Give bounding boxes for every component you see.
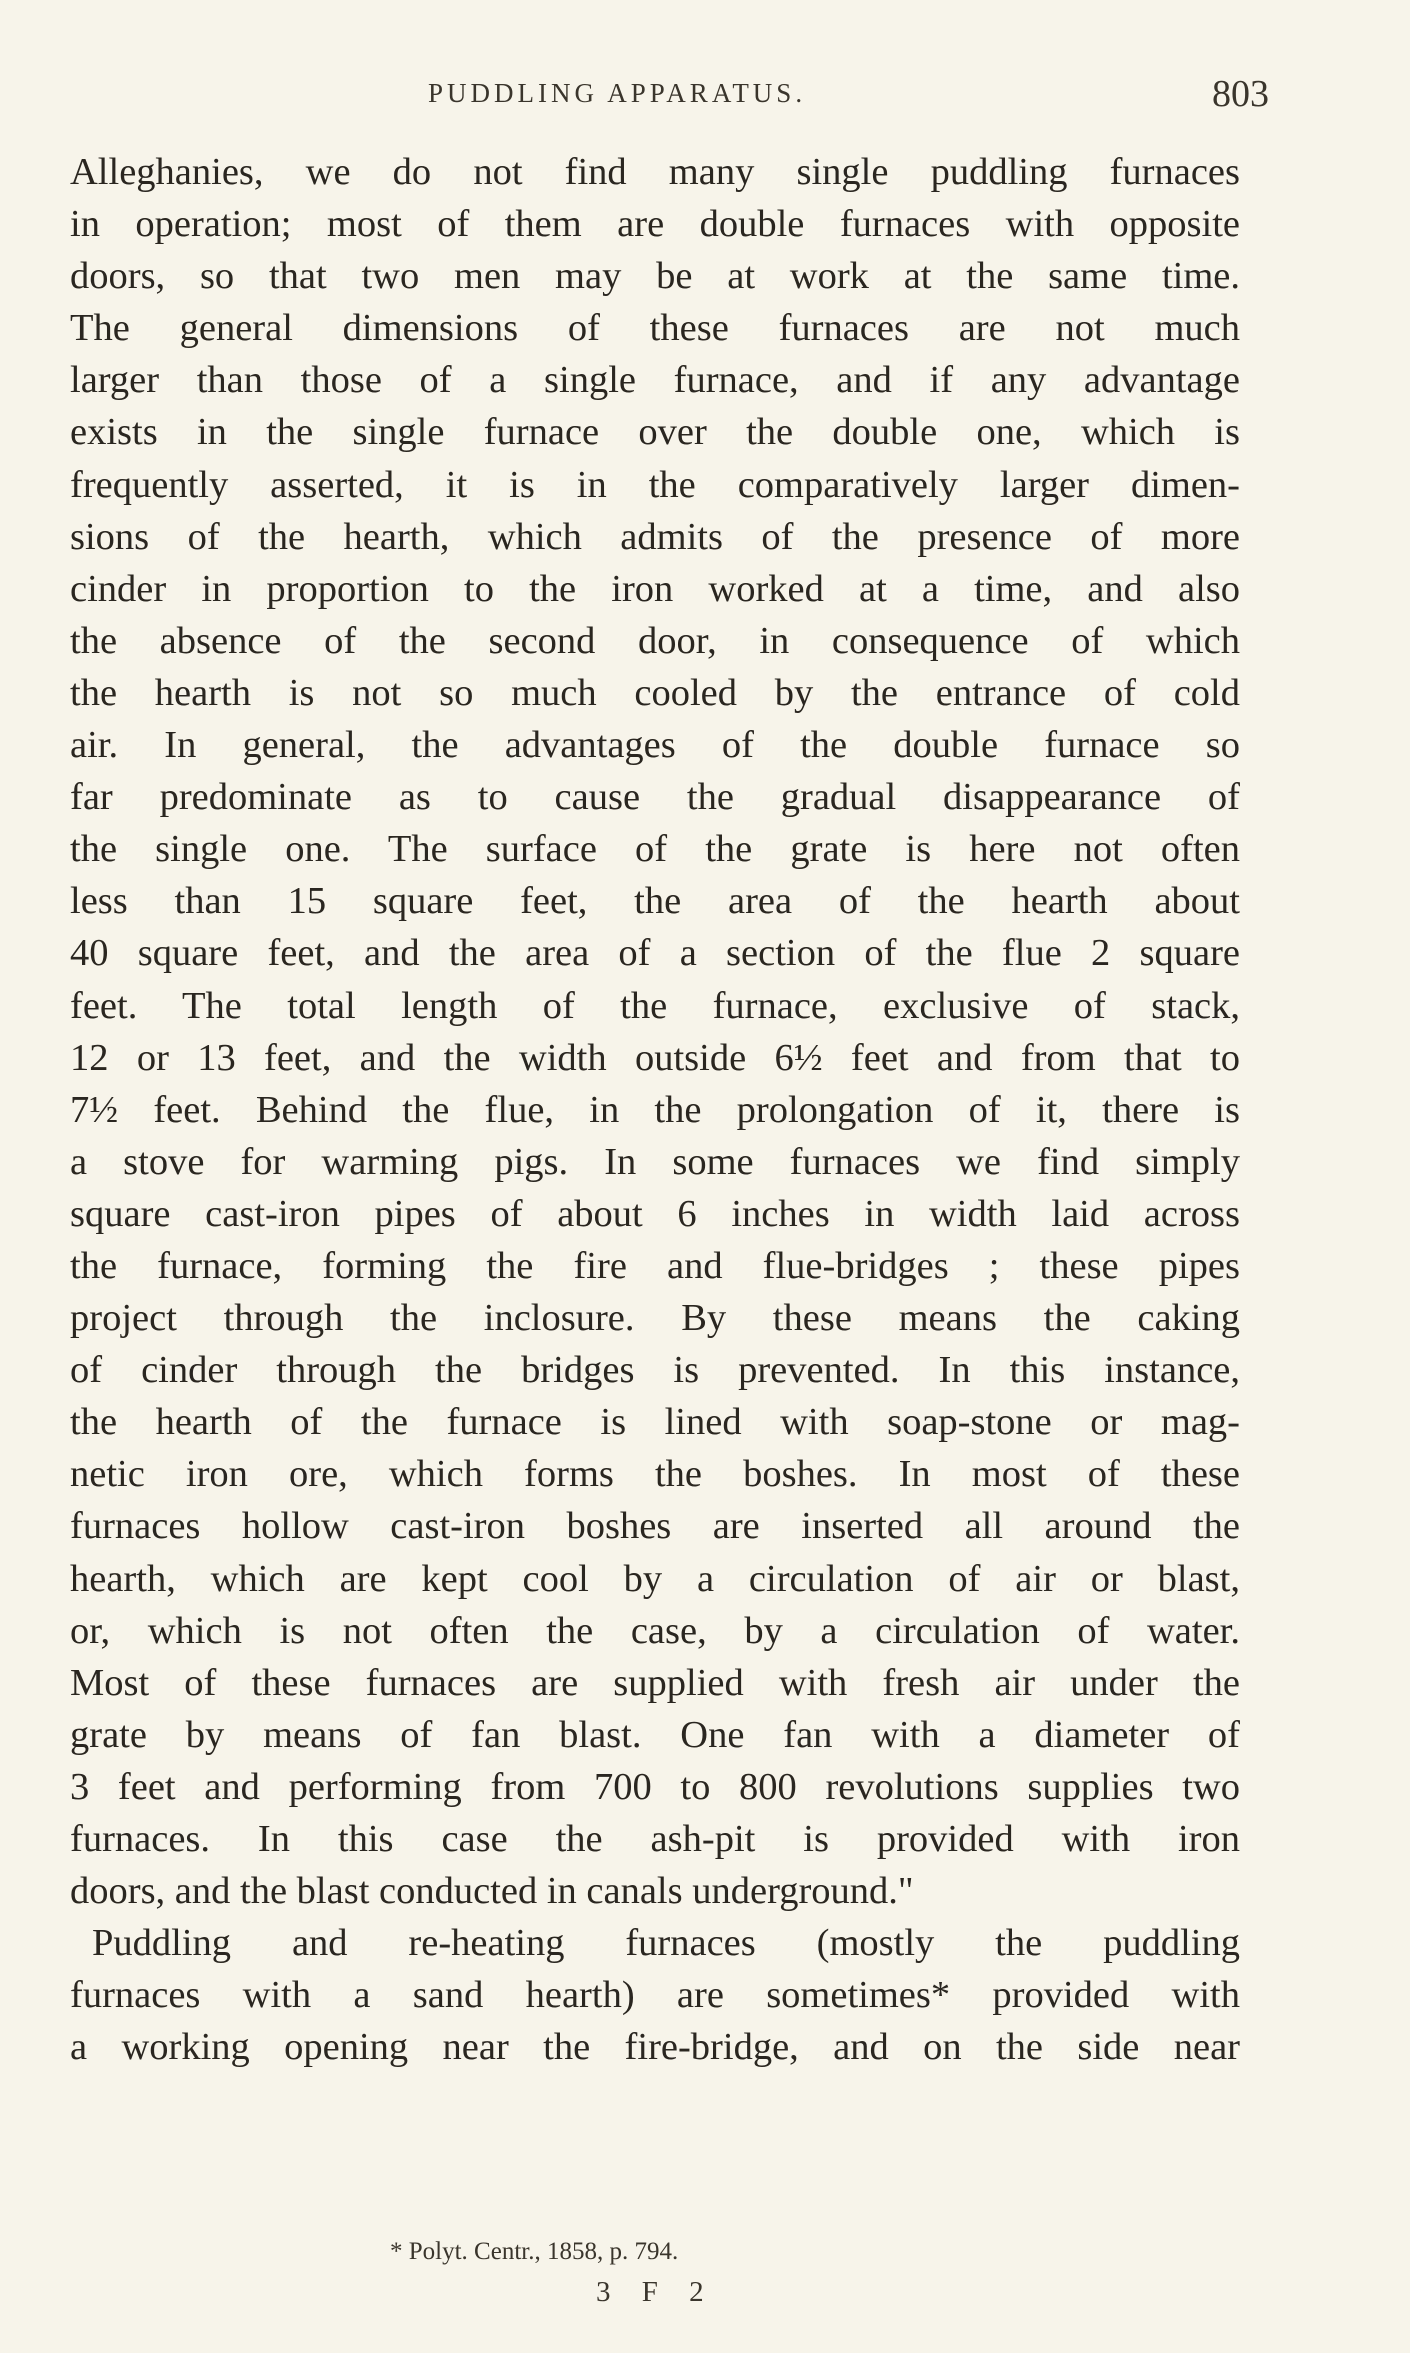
text-line: frequently asserted, it is in the comparatively larger dimen-	[70, 463, 1240, 506]
text-line: exists in the single furnace over the double one, which is	[70, 411, 1240, 454]
text-line: doors, and the blast conducted in canals underground."	[70, 1870, 914, 1913]
text-line: grate by means of fan blast. One fan with a diameter of	[70, 1713, 1240, 1756]
text-line: the absence of the second door, in consequence of which	[70, 619, 1240, 662]
printer-signature-mark: 3 F 2	[596, 2276, 716, 2308]
text-line: less than 15 square feet, the area of the hearth about	[70, 880, 1240, 923]
text-line: larger than those of a single furnace, and if any advantage	[70, 359, 1240, 402]
text-line: furnaces hollow cast-iron boshes are inserted all around the	[70, 1505, 1240, 1548]
text-line: 12 or 13 feet, and the width outside 6½ feet and from that to	[70, 1036, 1240, 1079]
body-text	[70, 146, 1240, 2073]
text-line: a working opening near the fire-bridge, and on the side near	[70, 2026, 1240, 2069]
text-line: feet. The total length of the furnace, exclusive of stack,	[70, 984, 1240, 1027]
text-line: the furnace, forming the fire and flue-bridges ; these pipes	[70, 1244, 1240, 1287]
text-line: 3 feet and performing from 700 to 800 revolutions supplies two	[70, 1765, 1240, 1808]
running-head	[0, 72, 1410, 122]
running-title: PUDDLING APPARATUS.	[428, 78, 807, 108]
text-line: cinder in proportion to the iron worked at a time, and also	[70, 567, 1240, 610]
text-line: netic iron ore, which forms the boshes. In most of these	[70, 1453, 1240, 1496]
text-line: 7½ feet. Behind the flue, in the prolongation of it, there is	[70, 1088, 1240, 1131]
text-line: hearth, which are kept cool by a circulation of air or blast,	[70, 1557, 1240, 1600]
text-line: doors, so that two men may be at work at the same time.	[70, 255, 1240, 298]
text-line: far predominate as to cause the gradual disappearance of	[70, 776, 1240, 819]
text-line: Most of these furnaces are supplied with fresh air under the	[70, 1661, 1240, 1704]
text-line: 40 square feet, and the area of a section of the flue 2 square	[70, 932, 1240, 975]
text-line: air. In general, the advantages of the double furnace so	[70, 724, 1240, 767]
text-line: a stove for warming pigs. In some furnaces we find simply	[70, 1140, 1240, 1183]
text-line: the hearth is not so much cooled by the entrance of cold	[70, 671, 1240, 714]
text-line: square cast-iron pipes of about 6 inches in width laid across	[70, 1192, 1240, 1235]
paragraph-start-line: Puddling and re-heating furnaces (mostly the puddling	[92, 1922, 1240, 1965]
text-line: of cinder through the bridges is prevented. In this instance,	[70, 1349, 1240, 1392]
text-line: The general dimensions of these furnaces are not much	[70, 307, 1240, 350]
text-line: furnaces. In this case the ash-pit is provided with iron	[70, 1818, 1240, 1860]
text-line: the single one. The surface of the grate is here not often	[70, 828, 1240, 871]
text-line: the hearth of the furnace is lined with soap-stone or mag-	[70, 1401, 1240, 1444]
text-line: Alleghanies, we do not find many single puddling furnaces	[70, 151, 1240, 193]
footnote: * Polyt. Centr., 1858, p. 794.	[390, 2238, 679, 2265]
page-number: 803	[1212, 73, 1269, 115]
text-line: or, which is not often the case, by a circulation of water.	[70, 1609, 1240, 1652]
text-line: furnaces with a sand hearth) are sometimes* provided with	[70, 1974, 1240, 2017]
text-line: project through the inclosure. By these means the caking	[70, 1297, 1240, 1340]
text-line: sions of the hearth, which admits of the presence of more	[70, 515, 1240, 558]
text-line: in operation; most of them are double furnaces with opposite	[70, 203, 1240, 246]
